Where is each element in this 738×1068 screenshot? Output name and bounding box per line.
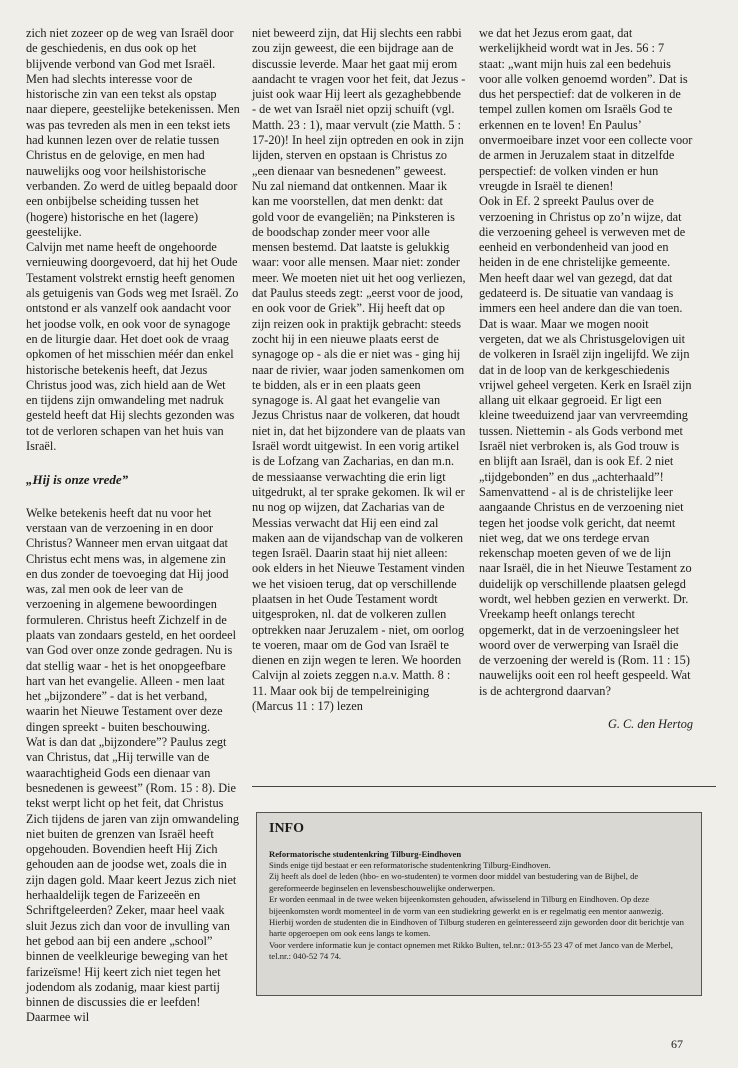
- info-line: Hierbij worden de studenten die in Eindhoven of Tilburg studeren en geïnteresseerd zijn geworden door dit berichtje van harte opgeroepen om ook eens langs te komen.: [269, 917, 684, 939]
- info-subtitle: Reformatorische studentenkring Tilburg-Eindhoven: [269, 849, 462, 859]
- info-title: INFO: [269, 821, 304, 836]
- info-line: Sinds enige tijd bestaat er een reformatorische studentenkring Tilburg-Eindhoven.: [269, 860, 551, 870]
- info-box: [256, 812, 702, 996]
- info-body: [269, 860, 689, 963]
- paragraph: Welke betekenis heeft dat nu voor het verstaan van de verzoening in en door Christus? Wanneer men ervan uitgaat dat Christus echt mens was, in algemene zin en dus zonder de toevoeging dat Hij jood was, zal men ook de leer van de verzoening in algemene bewoordingen formuleren. Christus heeft Zichzelf in de plaats van zondaars gesteld, en het oordeel van God over onze zonde gedragen. Nu is dat stellig waar - het is het onopgeefbare hart van het evangelie. Alleen - men laat het „bijzondere” - dat is het verband, waarin het Nieuwe Testament over deze dingen spreekt - buiten beschouwing.: [26, 505, 236, 734]
- article-column-3: [479, 26, 693, 732]
- info-line: Zij heeft als doel de leden (hbo- en wo-studenten) te vormen door middel van bestudering van de Bijbel, de gereformeerde beginselen en levensbeschouwelijke onderwerpen.: [269, 871, 639, 893]
- divider-rule: [252, 786, 716, 787]
- paragraph: Calvijn met name heeft de ongehoorde vernieuwing doorgevoerd, dat hij het Oude Testament volstrekt ernstig heeft genomen als getuigenis van Gods weg met Israël. Zo ontstond er als vanzelf ook aandacht voor het joodse volk, en ook voor de synagoge en de liturgie daar. Het doet ook de vraag opkomen of het misschien méér dan enkel historische betekenis heeft, dat Jezus Christus jood was, zich hield aan de Wet en tijdens zijn omwandeling met nadruk gesteld heeft dat Hij slechts gezonden was tot de verloren schapen van het huis van Israël.: [26, 240, 239, 454]
- info-line: Voor verdere informatie kun je contact opnemen met Rikko Bulten, tel.nr.: 013-55 23 47 of met Janco van de Merbel, tel.nr.: 040-52 74 74.: [269, 939, 673, 962]
- author-signature: G. C. den Hertog: [607, 717, 693, 732]
- article-column-2: [252, 26, 466, 714]
- article-column-1: [26, 26, 240, 1026]
- page-number: 67: [671, 1037, 683, 1051]
- paragraph: Ook in Ef. 2 spreekt Paulus over de verzoening in Christus op zo’n wijze, dat die verzoening geheel is verweven met de eenheid en verbondenheid van jood en heiden in de ene christelijke gemeente. Men heeft daar wel van gezegd, dat dat gedateerd is. De situatie van vandaag is immers een heel andere dan die van toen. Dat is waar. Maar we mogen nooit vergeten, dat we als Christusgelovigen uit de volkeren in Israël zijn ingelijfd. We zijn dat in de loop van de kerkgeschiedenis vrijwel geheel vergeten. Kerk en Israël zijn allang uit elkaar gegroeid. Er ligt een kleine tweeduizend jaar van vervreemding tussen. Niettemin - als Gods verbond met Israël niet verbroken is, als God trouw is en blijft aan Israël, dan is ook Ef. 2 niet „tijdgebonden” en dus „achterhaald”!: [479, 194, 692, 484]
- paragraph: Samenvattend - al is de christelijke leer aangaande Christus en de verzoening niet tegen het joodse volk gericht, dat neemt niet weg, dat we ons terdege ervan rekenschap moeten geven of we de lijn naar Israël, die in het Nieuwe Testament zo duidelijk op verschillende plaatsen gelegd wordt, wel hebben gezien en verwerkt. Dr. Vreekamp heeft onlangs terecht opgemerkt, dat in de verzoeningsleer het woord over de verwerping van Israël die de verzoening der wereld is (Rom. 11 : 15) nauwelijks ooit een rol heeft gespeeld. Wat is de achtergrond daarvan?: [479, 484, 692, 698]
- paragraph: niet beweerd zijn, dat Hij slechts een rabbi zou zijn geweest, die een bijdrage aan de discussie leverde. Maar het gaat mij erom aandacht te vragen voor het feit, dat Jezus - juist ook waar Hij leert als gezaghebbende - de wet van Israël niet opzij schuift (vgl. Matth. 23 : 1), maar vervult (zie Matth. 5 : 17-20)! In heel zijn optreden en ook in zijn lijden, sterven en opstaan is Christus zo „een dienaar van besnedenen” geweest.: [252, 26, 466, 178]
- paragraph: we dat het Jezus erom gaat, dat werkelijkheid wordt wat in Jes. 56 : 7 staat: „want mijn huis zal een bedehuis voor alle volken genoemd worden”. Dat is dus het perspectief: dat de volkeren in de tempel zullen komen om Israëls God te erkennen en te loven! En Paulus’ onvermoeibare inzet voor een collecte voor de armen in Jeruzalem staat in ditzelfde perspectief: de volken vinden er hun vreugde in Israël te dienen!: [479, 26, 693, 193]
- section-heading: „Hij is onze vrede”: [26, 472, 129, 488]
- paragraph: Nu zal niemand dat ontkennen. Maar ik kan me voorstellen, dat men denkt: dat gold voor de evangeliën; na Pinksteren is de boodschap zonder meer voor alle mensen bestemd. Dat laatste is gelukkig waar: voor alle mensen. Maar niet: zonder meer. We moeten niet uit het oog verliezen, dat Paulus steeds zegt: „eerst voor de jood, en ook voor de Griek”. Hij heeft dat op zijn reizen ook in praktijk gebracht: steeds zocht hij in een nieuwe plaats eerst de synagoge op - als die er niet was - ging hij naar de rivier, waar joden samenkomen om te bidden, als er in een plaats geen synagoge is. Al gaat het evangelie van Jezus Christus naar de volkeren, dat houdt niet in, dat het bijzondere van de plaats van Israël wordt uitgewist. In een vorig artikel is de Lofzang van Zacharias, en dan m.n. de messiaanse verwachting die erin ligt uitgedrukt, al ter sprake gekomen. Ik wil er nu nog op wijzen, dat Zacharias van de Messias verwacht dat Hij een eind zal maken aan de vijandschap van de volkeren tegen Israël. Daarin staat hij niet alleen: ook elders in het Nieuwe Testament vinden we het visioen terug, dat op verschillende plaatsen in het Oude Testament wordt uitgesproken, nl. dat de volkeren zullen optrekken naar Jeruzalem - niet, om oorlog te voeren, maar om de God van Israël te dienen en zijn wegen te leren. We hoorden Calvijn al zoiets zeggen n.a.v. Matth. 8 : 11. Maar ook bij de tempelreiniging (Marcus 11 : 17) lezen: [252, 178, 466, 714]
- info-line: Er worden eenmaal in de twee weken bijeenkomsten gehouden, afwisselend in Tilburg en Eindhoven. Op deze bijeenkomsten wordt momenteel in de vorm van een studiekring gewerkt en is er regelmatig een mentor aanwezig.: [269, 894, 664, 916]
- paragraph: zich niet zozeer op de weg van Israël door de geschiedenis, en dus ook op het blijvende verbond van God met Israël. Men had slechts interesse voor de historische zin van een tekst als opstap naar diepere, geestelijke betekenissen. Men was pas tevreden als men in een tekst iets had kunnen lezen over de relatie tussen Christus en de gelovige, en men had nauwelijks oog voor heilshistorische verbanden. Zo werd de uitleg bepaald door een onbijbelse scheiding tussen het (hogere) historische en het (lagere) geestelijke.: [26, 26, 240, 239]
- paragraph: Wat is dan dat „bijzondere”? Paulus zegt van Christus, dat „Hij terwille van de waarachtigheid Gods een dienaar van besnedenen is geweest” (Rom. 15 : 8). Die tekst werpt licht op het feit, dat Christus Zich tijdens de jaren van zijn omwandeling niet buiten de grenzen van Israël heeft opgehouden. Bovendien heeft Hij Zich gehouden aan de joodse wet, zoals die in zijn dagen gold. Maar keert Jezus zich niet herhaaldelijk tegen de Farizeeën en Schriftgeleerden? Zeker, maar heel vaak sluit Jezus zich dan voor de invulling van het gebod aan bij een andere „school” binnen de veelkleurige beweging van het farizeïsme! Hij keert zich niet tegen het jodendom als zodanig, maar kiest partij binnen de discussies die er leefden! Daarmee wil: [26, 735, 240, 1025]
